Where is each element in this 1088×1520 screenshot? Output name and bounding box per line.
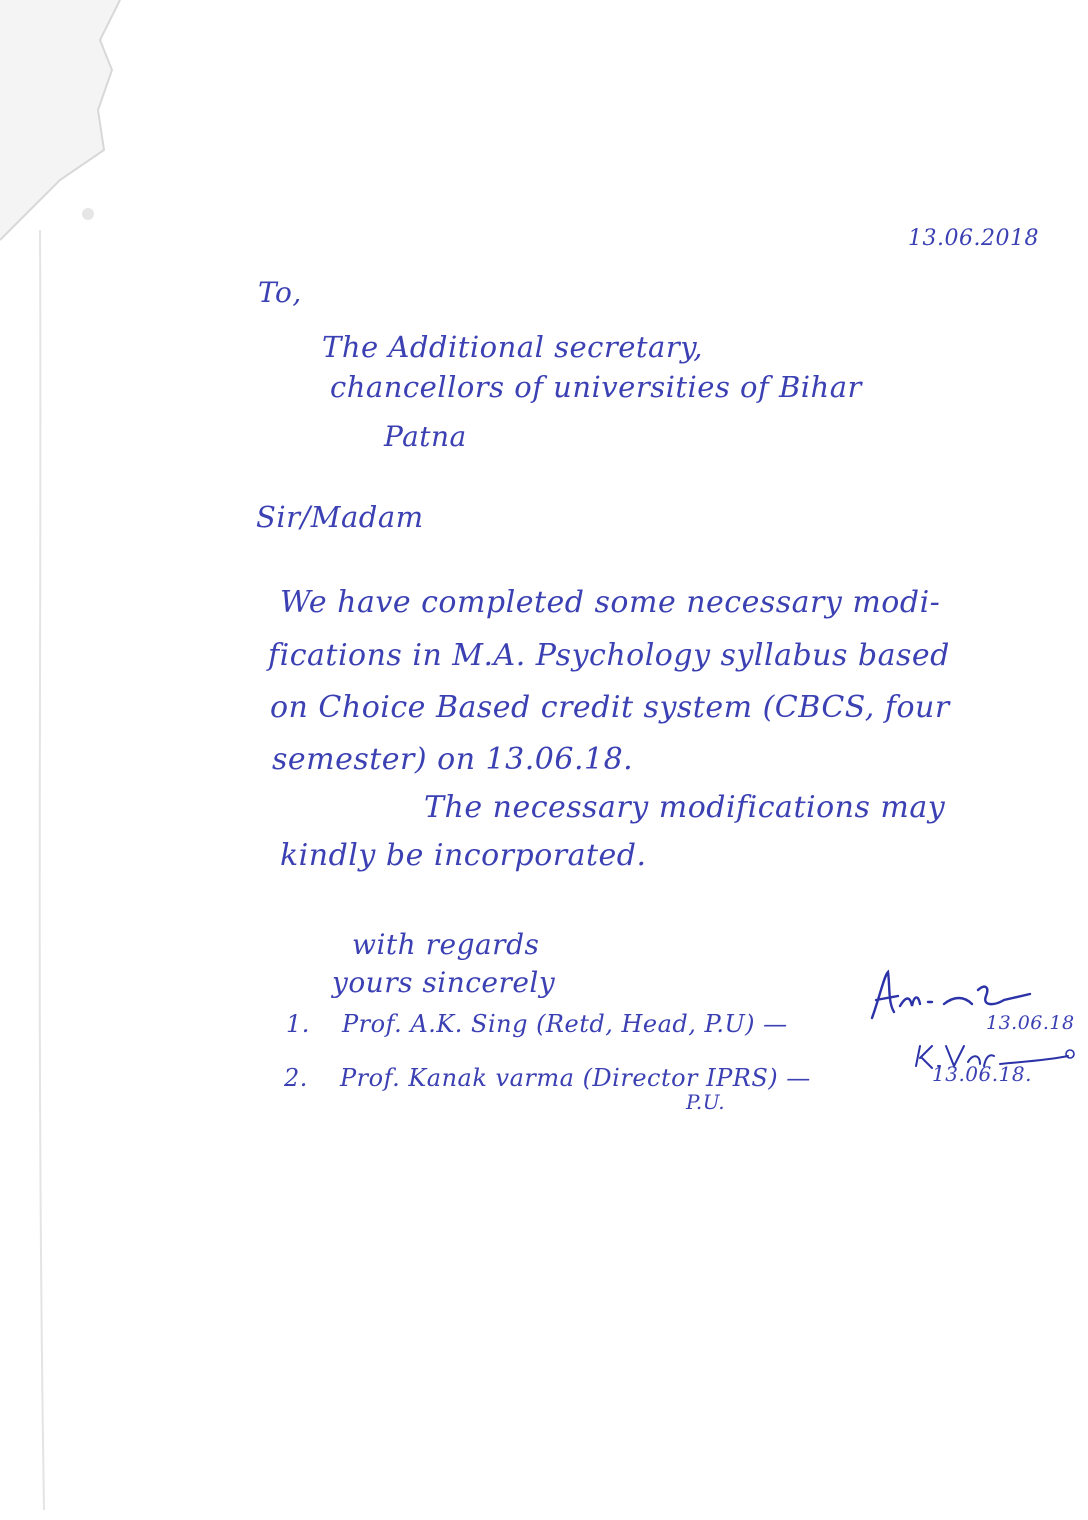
signature-1-date: 13.06.18	[986, 1012, 1075, 1034]
recipient-line-2: chancellors of universities of Bihar	[330, 370, 862, 404]
body-line-4: semester) on 13.06.18.	[272, 742, 634, 777]
margin-edge-line	[0, 0, 60, 1520]
signatory-name: Prof. Kanak varma (Director IPRS) —	[340, 1064, 811, 1092]
signatory-name: Prof. A.K. Sing (Retd, Head, P.U) —	[342, 1010, 788, 1038]
body-line-3: on Choice Based credit system (CBCS, four	[270, 690, 950, 725]
signatory-number: 1.	[286, 1010, 310, 1038]
signatory-2-affiliation: P.U.	[686, 1090, 726, 1114]
signatory-row-1	[286, 1010, 788, 1038]
salutation: Sir/Madam	[256, 500, 424, 534]
to-label: To,	[258, 276, 302, 309]
closing-sincerely: yours sincerely	[332, 966, 556, 999]
signature-2-date: 13.06.18.	[932, 1062, 1032, 1086]
body-line-2: fications in M.A. Psychology syllabus based	[268, 638, 950, 673]
body-line-6: kindly be incorporated.	[280, 838, 647, 873]
letter-date: 13.06.2018	[908, 226, 1039, 251]
closing-regards: with regards	[352, 928, 540, 961]
body-line-5: The necessary modifications may	[424, 790, 946, 825]
signatory-row-2	[284, 1064, 811, 1092]
signatory-number: 2.	[284, 1064, 308, 1092]
recipient-line-3: Patna	[384, 420, 467, 453]
recipient-line-1: The Additional secretary,	[322, 330, 703, 364]
body-line-1: We have completed some necessary modi-	[280, 585, 941, 620]
